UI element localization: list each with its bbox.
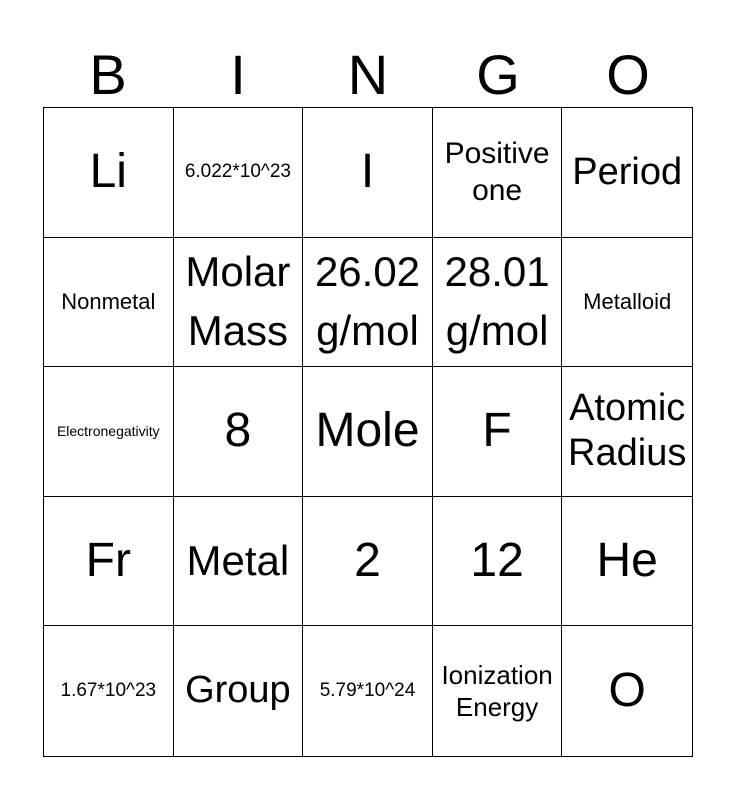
bingo-board — [43, 107, 693, 757]
cell-label: Li — [89, 145, 127, 199]
cell-label: 8 — [224, 404, 252, 458]
cell-label: 2 — [354, 534, 381, 588]
bingo-cell-r1c4[interactable] — [433, 108, 563, 238]
cell-label: Fr — [85, 534, 131, 588]
bingo-cell-r3c2[interactable] — [174, 367, 304, 497]
bingo-cell-r5c3[interactable] — [303, 626, 433, 756]
header-letter-o: O — [606, 43, 650, 106]
cell-label: Molar Mass — [185, 248, 291, 354]
bingo-cell-r3c5[interactable] — [562, 367, 692, 497]
bingo-cell-r2c5[interactable] — [562, 238, 692, 368]
cell-label: Atomic Radius — [568, 386, 687, 475]
bingo-cell-r4c4[interactable] — [433, 497, 563, 627]
cell-label: O — [608, 664, 646, 718]
bingo-cell-r2c2[interactable] — [174, 238, 304, 368]
cell-label: Electronegativity — [56, 423, 160, 440]
bingo-header — [43, 40, 693, 108]
cell-label: I — [360, 145, 375, 199]
bingo-cell-r4c2[interactable] — [174, 497, 304, 627]
bingo-cell-r4c1[interactable] — [44, 497, 174, 627]
bingo-cell-r1c1[interactable] — [44, 108, 174, 238]
cell-label: F — [482, 404, 512, 458]
cell-label: Metal — [186, 536, 290, 584]
bingo-cell-r2c3[interactable] — [303, 238, 433, 368]
bingo-cell-r5c1[interactable] — [44, 626, 174, 756]
cell-label: 5.79*10^24 — [319, 679, 416, 701]
bingo-cell-r1c2[interactable] — [174, 108, 304, 238]
bingo-cell-r4c3[interactable] — [303, 497, 433, 627]
cell-label: 12 — [470, 534, 524, 588]
cell-label: Nonmetal — [61, 288, 156, 314]
bingo-cell-r2c4[interactable] — [433, 238, 563, 368]
bingo-cell-r5c2[interactable] — [174, 626, 304, 756]
bingo-cell-r3c1[interactable] — [44, 367, 174, 497]
bingo-cell-r3c3[interactable] — [303, 367, 433, 497]
cell-label: 26.02 g/mol — [314, 248, 421, 354]
bingo-cell-r3c4[interactable] — [433, 367, 563, 497]
cell-label: 1.67*10^23 — [60, 679, 157, 701]
cell-label: Positive one — [444, 136, 550, 208]
cell-label: Metalloid — [583, 288, 672, 314]
cell-label: Mole — [315, 404, 420, 458]
bingo-cell-r2c1[interactable] — [44, 238, 174, 368]
cell-label: He — [596, 534, 658, 588]
bingo-cell-r1c3[interactable] — [303, 108, 433, 238]
header-letter-i: I — [230, 43, 246, 106]
cell-label: 28.01 g/mol — [444, 248, 550, 354]
cell-label: 6.022*10^23 — [184, 160, 291, 182]
bingo-cell-r4c5[interactable] — [562, 497, 692, 627]
bingo-cell-r1c5[interactable] — [562, 108, 692, 238]
cell-label: Period — [572, 150, 683, 193]
header-letter-b: B — [89, 43, 127, 106]
bingo-cell-r5c5[interactable] — [562, 626, 692, 756]
cell-label: Group — [185, 669, 291, 712]
header-letter-g: G — [476, 43, 520, 106]
header-letter-n: N — [347, 43, 389, 106]
bingo-cell-r5c4[interactable] — [433, 626, 563, 756]
cell-label: Ionization Energy — [441, 659, 553, 723]
